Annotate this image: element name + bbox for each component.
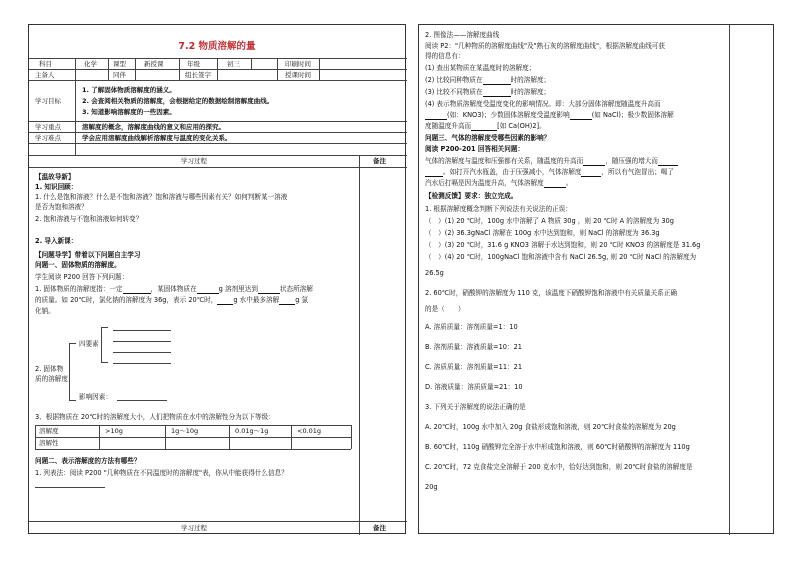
question-2-cont: 的是（ ） bbox=[425, 305, 465, 313]
difficulty-label: 学习难点 bbox=[35, 134, 61, 142]
table-line bbox=[229, 425, 230, 449]
read-text: 阅读 P2："几种物质的溶解度曲线"及"熟石灰的溶解度曲线"，根据溶解度曲线可获 bbox=[425, 42, 665, 50]
read-three: 阅读 P200-201 回答相关问题： bbox=[425, 145, 525, 153]
info-text: 时的溶解度； bbox=[510, 76, 551, 84]
question-1a: （ ）(1) 20 ℃时，100g 水中溶解了 A 物质 30g ，则 20 ℃时 A 的溶解度为 30g bbox=[425, 217, 674, 225]
table-line bbox=[29, 80, 407, 81]
table-line bbox=[217, 58, 218, 80]
answer-blank[interactable] bbox=[658, 158, 678, 166]
question-1d-cont: 26.5g bbox=[425, 269, 444, 277]
option-b: B. 溶剂质量：溶液质量=10：21 bbox=[425, 343, 522, 351]
table-line bbox=[99, 425, 100, 449]
focus-label: 学习重点 bbox=[35, 123, 61, 131]
review-q2: 2. 饱和溶液与不饱和溶液如何转变？ bbox=[35, 215, 143, 223]
goal-item: 1. 了解固体物质溶解度的涵义。 bbox=[82, 86, 176, 94]
table-header: 1g～10g bbox=[171, 427, 199, 435]
method-two: 2. 图像法——溶解度曲线 bbox=[425, 31, 500, 39]
question-1b: （ ）(2) 36.3gNaCl 溶解在 100g 水中达到饱和，则 NaCl 的溶解度为 36.3g bbox=[425, 229, 660, 237]
answer-blank[interactable] bbox=[197, 286, 219, 294]
def-text: 的质量。如 20℃时，氯化钠的溶解度为 36g，表示 20℃时， bbox=[35, 296, 218, 304]
gas-text bbox=[425, 157, 678, 166]
table-line bbox=[135, 58, 136, 80]
gas-line: 。如打开汽水瓶盖，由于压强减小，气体溶解度 bbox=[443, 168, 582, 176]
table-line bbox=[319, 58, 320, 80]
table-line bbox=[29, 167, 407, 168]
gas-text bbox=[425, 168, 674, 177]
answer-blank[interactable] bbox=[425, 112, 447, 120]
answer-blank[interactable] bbox=[113, 330, 171, 331]
factors-label: 影响因素： bbox=[79, 393, 112, 401]
definition-line2 bbox=[35, 296, 308, 305]
notes-header: 备注 bbox=[373, 157, 386, 165]
question-1: 1. 根据溶解度概念判断下列说法有关说法的正误： bbox=[425, 205, 572, 213]
definition-line1 bbox=[35, 285, 313, 294]
intro-text: 2. 导入新课： bbox=[35, 237, 78, 245]
goal-item: 2. 会查阅相关物质的溶解度，会根据给定的数据绘制溶解度曲线。 bbox=[82, 97, 274, 105]
option-a: A. 溶质质量：溶剂质量=1：10 bbox=[425, 323, 518, 331]
option-c-cont: 20g bbox=[425, 483, 438, 491]
question-1c: （ ）(3) 20 ℃时，31.6 g KNO3 溶解于水达到饱和，则 20 ℃时 KNO3 的溶解度是 31.6g bbox=[425, 241, 701, 249]
goals-label: 学习目标 bbox=[35, 97, 61, 105]
answer-blank[interactable] bbox=[483, 89, 511, 97]
definition-line3: 化钠。 bbox=[35, 307, 55, 315]
table-line bbox=[29, 69, 407, 70]
answer-blank[interactable] bbox=[113, 352, 171, 353]
page-title: 7.2 物质溶解的量 bbox=[178, 41, 256, 52]
elements-brace bbox=[101, 327, 108, 363]
grade-value: 初三 bbox=[227, 60, 240, 68]
answer-blank[interactable] bbox=[258, 286, 280, 294]
table-line bbox=[165, 425, 166, 449]
notes-column-line bbox=[729, 25, 730, 535]
info-item bbox=[425, 88, 550, 97]
answer-blank[interactable] bbox=[123, 286, 151, 294]
info-text: 时的溶解度； bbox=[510, 88, 551, 96]
table-line bbox=[179, 58, 180, 80]
gas-text bbox=[425, 179, 572, 188]
answer-blank[interactable] bbox=[570, 112, 592, 120]
lesson-type-label: 课型 bbox=[113, 60, 126, 68]
info-item bbox=[425, 122, 546, 131]
gas-line: ，随压强的增大而 bbox=[605, 157, 658, 165]
info-item bbox=[425, 76, 550, 85]
option-c: C. 溶质质量：溶剂质量=11：21 bbox=[425, 363, 523, 371]
info-text: 度随温度升高而 bbox=[425, 122, 472, 130]
option-c: C. 20℃时，72 克食盐完全溶解于 200 克水中，恰好达到饱和，则 20℃时食盐的溶解度是 bbox=[425, 463, 693, 471]
right-page bbox=[418, 24, 774, 534]
answer-blank[interactable] bbox=[471, 123, 497, 131]
table-row-label: 溶解性 bbox=[39, 439, 59, 447]
info-item bbox=[425, 111, 674, 120]
table-line bbox=[35, 437, 351, 438]
def-text: ，某固体物质在 bbox=[150, 285, 197, 293]
subject-label: 科目 bbox=[39, 60, 52, 68]
info-text: (如 NaCl)；极少数固体溶解 bbox=[591, 111, 674, 119]
table-line bbox=[359, 155, 360, 535]
question-3: 3. 下列关于溶解度的说法正确的是 bbox=[425, 403, 526, 411]
answer-blank[interactable] bbox=[217, 297, 233, 305]
problem-one: 问题一、固体物质的溶解度。 bbox=[35, 261, 121, 269]
def-text: 状态所溶解 bbox=[279, 285, 313, 293]
answer-blank[interactable] bbox=[113, 341, 171, 342]
table-line bbox=[29, 132, 407, 133]
answer-blank[interactable] bbox=[279, 297, 295, 305]
option-a: A. 20℃时，100g 水中加入 20g 食盐形成饱和溶液，则 20℃时食盐的溶解度为 20g bbox=[425, 423, 676, 431]
print-time-label: 印刷时间 bbox=[285, 60, 311, 68]
review-q1b: 是否为饱和溶液？ bbox=[35, 203, 88, 211]
info-text: (2) 比较同种物质在 bbox=[425, 76, 483, 84]
partner-label: 同伴 bbox=[113, 71, 126, 79]
gas-line: 。 bbox=[565, 179, 573, 187]
option-d: D. 溶液质量：溶质质量=21：10 bbox=[425, 383, 523, 391]
guide-title: 【问题导学】带着以下问题自主学习 bbox=[35, 251, 141, 259]
table-line bbox=[277, 58, 278, 80]
gas-line: 汽水后打嗝是因为温度升高，气体溶解度 bbox=[425, 179, 544, 187]
option-b: B. 60℃时，110g 硝酸钾完全溶于水中形成饱和溶液，则 60℃时硝酸钾的溶解度为 110g bbox=[425, 443, 690, 451]
solid-label: 质的溶解度 bbox=[35, 375, 68, 383]
info-item: (1) 查出某物质在某温度时的溶解度； bbox=[425, 64, 536, 72]
table-line bbox=[75, 58, 76, 155]
table-line bbox=[35, 425, 36, 449]
table-line bbox=[35, 425, 351, 426]
solid-label: 2. 固体物 bbox=[35, 365, 64, 373]
answer-blank[interactable] bbox=[544, 180, 566, 188]
answer-blank[interactable] bbox=[35, 487, 105, 488]
teach-time-label: 授课时间 bbox=[285, 71, 311, 79]
question-1d: （ ）(4) 20 ℃时，100gNaCl 饱和溶液中含有 NaCl 26.5g, 则 20 ℃时 NaCl 的溶解度为 bbox=[425, 253, 697, 261]
answer-blank[interactable] bbox=[113, 363, 171, 364]
gas-line: 气体的溶解度与温度和压强都有关系，随温度的升高而 bbox=[425, 157, 584, 165]
check-title: 【检测反馈】要求：独立完成。 bbox=[425, 192, 518, 200]
goal-item: 3. 知道影响溶解度的一些因素。 bbox=[82, 108, 176, 116]
answer-blank[interactable] bbox=[117, 400, 167, 401]
process-header: 学习过程 bbox=[181, 157, 207, 165]
answer-blank[interactable] bbox=[583, 158, 605, 166]
table-line bbox=[29, 121, 407, 122]
solubility-brace bbox=[69, 343, 76, 401]
def-text: g 水中最多溶解 bbox=[233, 296, 280, 304]
table-line bbox=[29, 155, 407, 156]
table-line bbox=[29, 58, 407, 59]
table-line bbox=[29, 143, 407, 144]
method-one: 1. 列表法：阅读 P200 "几种物质在不同温度时的溶解度"表，你从中能获得什么信息？ bbox=[35, 469, 288, 477]
table-line bbox=[351, 425, 352, 449]
author-label: 主备人 bbox=[35, 71, 55, 79]
table-header: <0.01g bbox=[297, 427, 322, 435]
table-line bbox=[35, 449, 351, 450]
lesson-type-value: 新授课 bbox=[144, 60, 164, 68]
def-text: g 氯 bbox=[295, 296, 309, 304]
info-text: (3) 比较不同物质在 bbox=[425, 88, 483, 96]
read-instruction: 学生阅读 P200 回答下列问题： bbox=[35, 273, 129, 281]
elements-label: 四要素 bbox=[79, 340, 99, 348]
problem-three: 问题三、气体的溶解度受哪些因素的影响？ bbox=[425, 134, 551, 142]
grade-label: 年级 bbox=[187, 60, 200, 68]
answer-blank[interactable] bbox=[483, 77, 511, 85]
info-item: (4) 表示物质溶解度受温度变化的影响情况。即：大部分固体溶解度随温度升高而 bbox=[425, 100, 661, 108]
info-text: (如：KNO3)；少数固体溶解度受温度影响 bbox=[447, 111, 570, 119]
review-sub: 1. 知识回顾： bbox=[35, 183, 78, 191]
table-header: >10g bbox=[105, 427, 123, 435]
def-text: 1. 固体物质的溶解度指：一定 bbox=[35, 285, 123, 293]
answer-blank[interactable] bbox=[425, 169, 443, 177]
review-title: 【温故导新】 bbox=[35, 173, 75, 181]
footer-notes: 备注 bbox=[373, 524, 386, 532]
def-text: g 溶剂里达到 bbox=[218, 285, 258, 293]
left-page bbox=[28, 24, 406, 534]
table-line bbox=[251, 58, 252, 69]
read-text: 得的信息有： bbox=[425, 52, 465, 60]
table-line bbox=[29, 521, 407, 522]
classify-text: 3、根据物质在 20℃时的溶解度大小，人们把物质在水中的溶解性分为以下等级： bbox=[35, 413, 275, 421]
gas-line: ，所以有气泡冒出；喝了 bbox=[601, 168, 674, 176]
table-header: 溶解度 bbox=[39, 427, 59, 435]
problem-two: 问题二、表示溶解度的方法有哪些？ bbox=[35, 457, 141, 465]
table-line bbox=[108, 58, 109, 80]
focus-text: 溶解度的概念，溶解度曲线的意义和应用的探究。 bbox=[82, 123, 225, 131]
answer-blank[interactable] bbox=[581, 169, 601, 177]
table-line bbox=[291, 425, 292, 449]
review-q1: 1. 什么是饱和溶液？什么是不饱和溶液？饱和溶液与哪些因素有关？如何判断某一溶液 bbox=[35, 193, 288, 201]
question-2: 2. 60℃时，硝酸钾的溶解度为 110 克，该温度下硝酸钾饱和溶液中有关质量关系正确 bbox=[425, 289, 677, 297]
footer-process: 学习过程 bbox=[181, 524, 207, 532]
table-header: 0.01g～1g bbox=[235, 427, 269, 435]
difficulty-text: 学会应用溶解度曲线解析溶解度与温度的变化关系。 bbox=[82, 134, 232, 142]
subject-value: 化学 bbox=[84, 60, 97, 68]
info-text: [如 Ca(OH)2]。 bbox=[497, 122, 546, 130]
leader-sign-label: 组长签字 bbox=[185, 71, 211, 79]
